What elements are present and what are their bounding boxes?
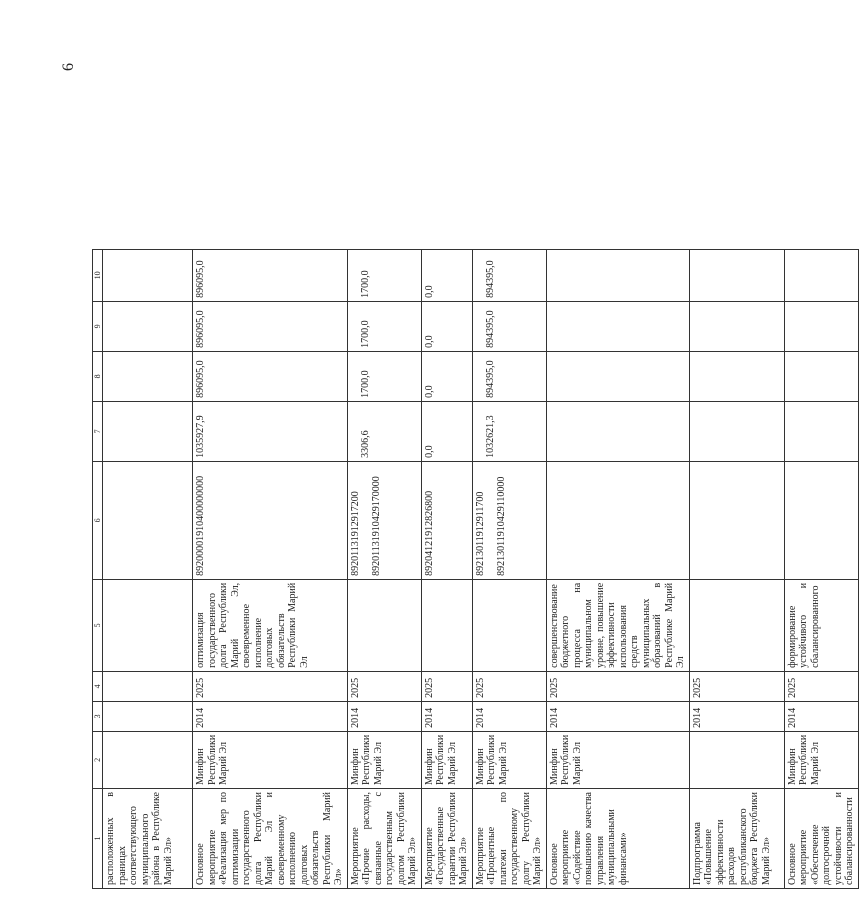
expected-result-cell: формирование устойчивого и сбалансированного [784, 579, 858, 671]
table-row [193, 249, 348, 888]
budget-code-cell [472, 461, 546, 579]
budget-code: 89200001910400000000 [195, 475, 207, 576]
executor-cell: Минфин Республики Марий Эл [193, 731, 348, 788]
page-number: 6 [60, 63, 77, 71]
column-number: 9 [93, 301, 103, 351]
amount-cell [347, 351, 421, 401]
activity-name-cell: Основное мероприятие «Содействие повышению качества управления муниципальными финансами» [546, 789, 689, 889]
amount-cell [193, 401, 348, 461]
amount-value: 0,0 [423, 385, 435, 398]
end-year-cell: 2025 [193, 671, 348, 701]
table-row [546, 249, 689, 888]
start-year-cell [103, 701, 193, 731]
amount-cell [103, 301, 193, 351]
executor-cell [689, 731, 784, 788]
table-row [689, 249, 784, 888]
amount-cell [472, 249, 546, 301]
start-year-cell: 2014 [472, 701, 546, 731]
amount-cell [193, 351, 348, 401]
column-number: 4 [93, 671, 103, 701]
amount-cell [689, 249, 784, 301]
amount-value: 0,0 [423, 335, 435, 348]
executor-cell: Минфин Республики Марий Эл [421, 731, 472, 788]
executor-cell: Минфин Республики Марий Эл [546, 731, 689, 788]
budget-code: 89201131912917200 [349, 491, 361, 576]
column-number: 1 [93, 789, 103, 889]
table-row [784, 249, 858, 888]
amount-value: 0,0 [423, 285, 435, 298]
amount-cell [193, 249, 348, 301]
budget-code-cell [421, 461, 472, 579]
amount-value: 1035927,9 [195, 415, 207, 458]
table-row [103, 249, 193, 888]
expected-result-cell [472, 579, 546, 671]
activity-name-cell: Подпрограмма «Повышение эффективности расходов республиканского бюджета Республики Марий Эл» [689, 789, 784, 889]
start-year-cell: 2014 [421, 701, 472, 731]
amount-cell [103, 351, 193, 401]
amount-value: 894395,0 [484, 260, 496, 298]
amount-cell [103, 401, 193, 461]
amount-cell [421, 249, 472, 301]
activity-name-cell: Мероприятие «Прочие расходы, связанные с государственным долгом Республики Марий Эл» [347, 789, 421, 889]
expected-result-cell: оптимизация государственного долга Республики Марий Эл, своевременное исполнение долговых обязательств Республики Марий Эл [193, 579, 348, 671]
amount-cell [546, 249, 689, 301]
amount-value: 1700,0 [359, 270, 371, 298]
expected-result-cell [421, 579, 472, 671]
amount-cell [689, 401, 784, 461]
budget-code-cell [103, 461, 193, 579]
amount-cell [103, 249, 193, 301]
program-activities-table [92, 249, 859, 889]
end-year-cell: 2025 [546, 671, 689, 701]
amount-value: 894395,0 [484, 360, 496, 398]
amount-value: 896095,0 [195, 260, 207, 298]
amount-cell [546, 301, 689, 351]
table-row [472, 249, 546, 888]
amount-cell [347, 301, 421, 351]
start-year-cell: 2014 [784, 701, 858, 731]
amount-cell [546, 351, 689, 401]
amount-cell [421, 401, 472, 461]
column-number: 2 [93, 731, 103, 788]
executor-cell: Минфин Республики Марий Эл [784, 731, 858, 788]
amount-value: 1032621,3 [484, 415, 496, 458]
budget-code-cell [784, 461, 858, 579]
amount-value: 1700,0 [359, 370, 371, 398]
amount-cell [421, 301, 472, 351]
activity-name-cell: Основное мероприятие «Реализация мер по оптимизации государственного долга Республики Марий Эл и своевременному исполнению долговых обязательств Республики Марий Эл» [193, 789, 348, 889]
amount-value: 894395,0 [484, 310, 496, 348]
amount-cell [421, 351, 472, 401]
activity-name-cell: Мероприятие «Государственные гарантии Республики Марий Эл» [421, 789, 472, 889]
start-year-cell: 2014 [347, 701, 421, 731]
amount-value: 896095,0 [195, 360, 207, 398]
amount-value: 3306,6 [359, 430, 371, 458]
amount-cell [546, 401, 689, 461]
amount-value: 0,0 [423, 445, 435, 458]
budget-code: 89204121912826800 [423, 490, 435, 576]
start-year-cell: 2014 [689, 701, 784, 731]
executor-cell: Минфин Республики Марий Эл [347, 731, 421, 788]
amount-cell [784, 249, 858, 301]
end-year-cell: 2025 [784, 671, 858, 701]
expected-result-cell [347, 579, 421, 671]
column-number: 7 [93, 401, 103, 461]
expected-result-cell: совершенствование бюджетного процесса на муниципальном уровне, повышение эффективности использования средств муниципальных образований в Республике Марий Эл [546, 579, 689, 671]
budget-code: 89213011912911700 [474, 491, 486, 576]
executor-cell [103, 731, 193, 788]
end-year-cell: 2025 [472, 671, 546, 701]
start-year-cell: 2014 [546, 701, 689, 731]
end-year-cell [103, 671, 193, 701]
column-number: 3 [93, 701, 103, 731]
budget-code-cell [546, 461, 689, 579]
amount-value: 896095,0 [195, 310, 207, 348]
amount-cell [193, 301, 348, 351]
end-year-cell: 2025 [347, 671, 421, 701]
start-year-cell: 2014 [193, 701, 348, 731]
amount-cell [689, 351, 784, 401]
budget-code-cell [193, 461, 348, 579]
table-row [421, 249, 472, 888]
amount-cell [472, 301, 546, 351]
activity-name-cell: Основное мероприятие «Обеспечение долгосрочной устойчивости и сбалансированности [784, 789, 858, 889]
table-row [347, 249, 421, 888]
activity-name-cell: расположенных в границах соответствующего муниципального района в Республике Марий Эл» [103, 789, 193, 889]
column-number: 8 [93, 351, 103, 401]
amount-cell [689, 301, 784, 351]
amount-cell [472, 401, 546, 461]
amount-cell [472, 351, 546, 401]
expected-result-cell [689, 579, 784, 671]
amount-cell [347, 401, 421, 461]
activity-name-cell: Мероприятие «Процентные платежи по государственному долгу Республики Марий Эл» [472, 789, 546, 889]
amount-cell [347, 249, 421, 301]
executor-cell: Минфин Республики Марий Эл [472, 731, 546, 788]
end-year-cell: 2025 [689, 671, 784, 701]
amount-value: 1700,0 [359, 320, 371, 348]
column-number-row [93, 249, 103, 888]
table-body [103, 249, 859, 888]
column-number: 10 [93, 249, 103, 301]
budget-code: 89213011910429110000 [496, 476, 508, 576]
expected-result-cell [103, 579, 193, 671]
budget-code-cell [689, 461, 784, 579]
column-number: 6 [93, 461, 103, 579]
end-year-cell: 2025 [421, 671, 472, 701]
budget-code-cell [347, 461, 421, 579]
column-number: 5 [93, 579, 103, 671]
amount-cell [784, 301, 858, 351]
budget-code: 89201131910429170000 [371, 476, 383, 576]
amount-cell [784, 351, 858, 401]
amount-cell [784, 401, 858, 461]
